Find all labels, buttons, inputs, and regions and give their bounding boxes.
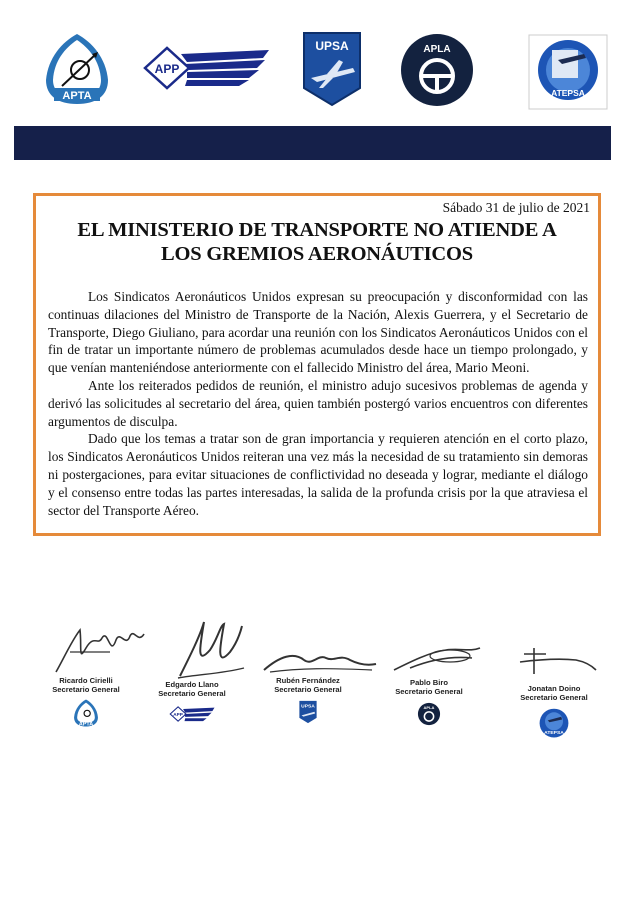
svg-text:APTA: APTA [62,90,92,102]
svg-text:UPSA: UPSA [301,704,315,710]
signatory-biro [384,678,474,726]
release-body [48,288,588,519]
svg-text:ATEPSA: ATEPSA [544,730,564,736]
svg-text:APLA: APLA [423,705,435,711]
svg-text:APP: APP [154,62,180,76]
signatory-name: Pablo Biro [410,678,448,687]
upsa-logo [301,30,363,108]
atepsa-logo [528,34,608,110]
headline [36,218,598,266]
paragraph-1: Los Sindicatos Aeronáuticos Unidos expresan su preocupación y disconformidad con las continuas dilaciones del Ministro de Transporte de la Nación, Alexis Guerrera, y el Secretario de Transporte, Diego Giuliano, para acordar una reunión con los Sindicatos Aeronáuticos Unidos con el fin de tratar un importante número de problemas acumulados desde hace un tiempo prolongado, y que venían manteniéndose anteriormente con el fallecido Ministro del área, Mario Meoni. [48,289,588,376]
paragraph-2: Ante los reiterados pedidos de reunión, el ministro adujo sucesivos problemas de agenda y derivó las solicitudes al secretario del área, quien también postergó varios encuentros con diferentes argumentos de disculpa. [48,377,588,429]
headline-line-2: LOS GREMIOS AERONÁUTICOS [161,243,473,265]
signatory-name: Rubén Fernández [276,676,340,685]
logo-strip [0,0,640,120]
signature-fernandez [260,646,380,680]
signatures-panel [44,612,604,747]
signature-cirielli [50,618,150,678]
header-band [14,126,611,160]
apta-logo [42,30,112,108]
signatory-name: Edgardo Llano [165,680,219,689]
signatory-llano [140,680,244,724]
svg-text:APP: APP [173,711,183,717]
apla-small-logo [417,702,441,726]
signatory-role: Secretario General [520,693,588,702]
signatory-doino [506,684,602,742]
app-small-logo [155,704,229,724]
apta-small-logo [71,698,101,728]
press-release-box [33,193,601,536]
upsa-small-logo [298,700,318,724]
svg-text:APTA: APTA [78,721,94,728]
signature-llano [170,616,250,682]
atepsa-small-logo [536,706,572,742]
svg-text:ATEPSA: ATEPSA [551,88,585,98]
signatory-cirielli [44,676,128,728]
release-date: Sábado 31 de julio de 2021 [442,200,590,215]
svg-text:APLA: APLA [423,44,451,55]
paragraph-3: Dado que los temas a tratar son de gran importancia y requieren atención en el corto plazo, los Sindicatos Aeronáuticos Unidos reiteran una vez más la necesidad de su tratamiento sin demoras ni postergaciones, para evitar situaciones de conflictividad no deseada y lograr, mediante el diálogo y el consenso entre todas las partes interesadas, la salida de la profunda crisis por la que atraviesa el sector del Transporte Aéreo. [48,431,588,518]
signature-doino [516,644,600,684]
app-logo [137,40,275,96]
signatory-name: Ricardo Cirielli [59,676,113,685]
apla-logo [398,32,476,108]
signatory-role: Secretario General [158,689,226,698]
signatory-fernandez [260,676,356,724]
headline-line-1: EL MINISTERIO DE TRANSPORTE NO ATIENDE A [77,219,557,241]
svg-text:UPSA: UPSA [315,39,349,53]
signatory-role: Secretario General [52,685,120,694]
signature-biro [390,642,490,676]
signatory-name: Jonatan Doino [527,684,581,693]
signatory-role: Secretario General [395,687,463,696]
signatory-role: Secretario General [274,685,342,694]
